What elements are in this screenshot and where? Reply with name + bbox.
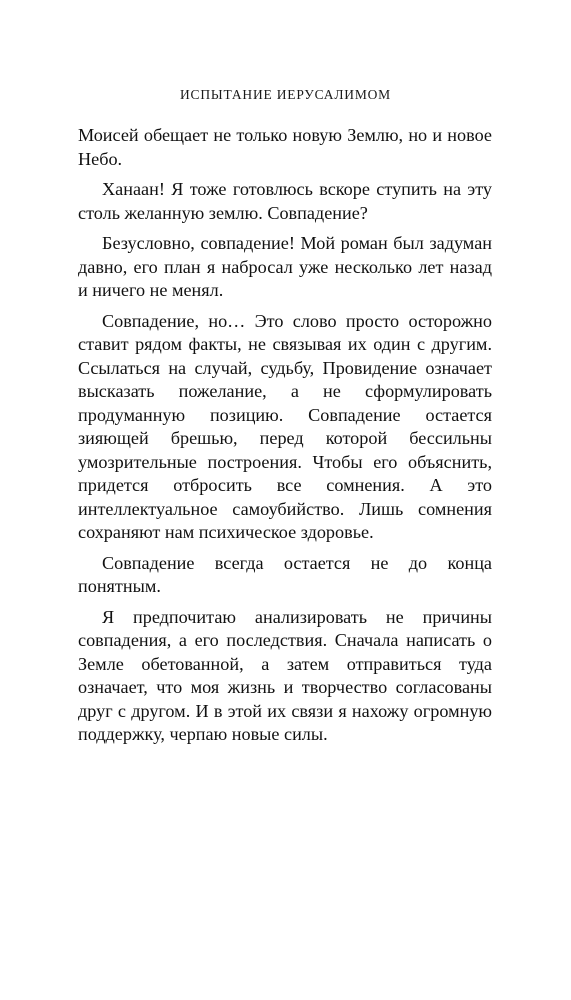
paragraph-6: Я предпочитаю анализировать не причины совпадения, а его последствия. Сначала написать о Земле обетованной, а затем отправиться туда означает, что моя жизнь и творчество согласованы друг с другом. И в этой их связи я нахожу огромную поддержку, черпаю новые силы.	[78, 606, 492, 744]
paragraph-3: Безусловно, совпадение! Мой роман был задуман давно, его план я набросал уже несколько лет назад и ничего не менял.	[78, 233, 492, 300]
paragraph-1: Моисей обещает не только новую Землю, но и новое Небо.	[78, 125, 492, 169]
paragraph-4: Совпадение, но… Это слово просто осторожно ставит рядом факты, не связывая их один с другим. Ссылаться на случай, судьбу, Провидение означает высказать пожелание, а не сформулировать продуманную позицию. Совпадение остается зияющей брешью, перед которой бессильны умозрительные построения. Чтобы его объяснить, придется отбросить все сомнения. А это интеллектуальное самоубийство. Лишь сомнения сохраняют нам психическое здоровье.	[78, 310, 492, 542]
running-header: ИСПЫТАНИЕ ИЕРУСАЛИМОМ	[180, 87, 391, 102]
paragraph-2: Ханаан! Я тоже готовлюсь вскоре ступить на эту столь желанную землю. Совпадение?	[78, 179, 492, 223]
paragraph-5: Совпадение всегда остается не до конца понятным.	[78, 552, 492, 596]
text-body	[78, 124, 492, 747]
